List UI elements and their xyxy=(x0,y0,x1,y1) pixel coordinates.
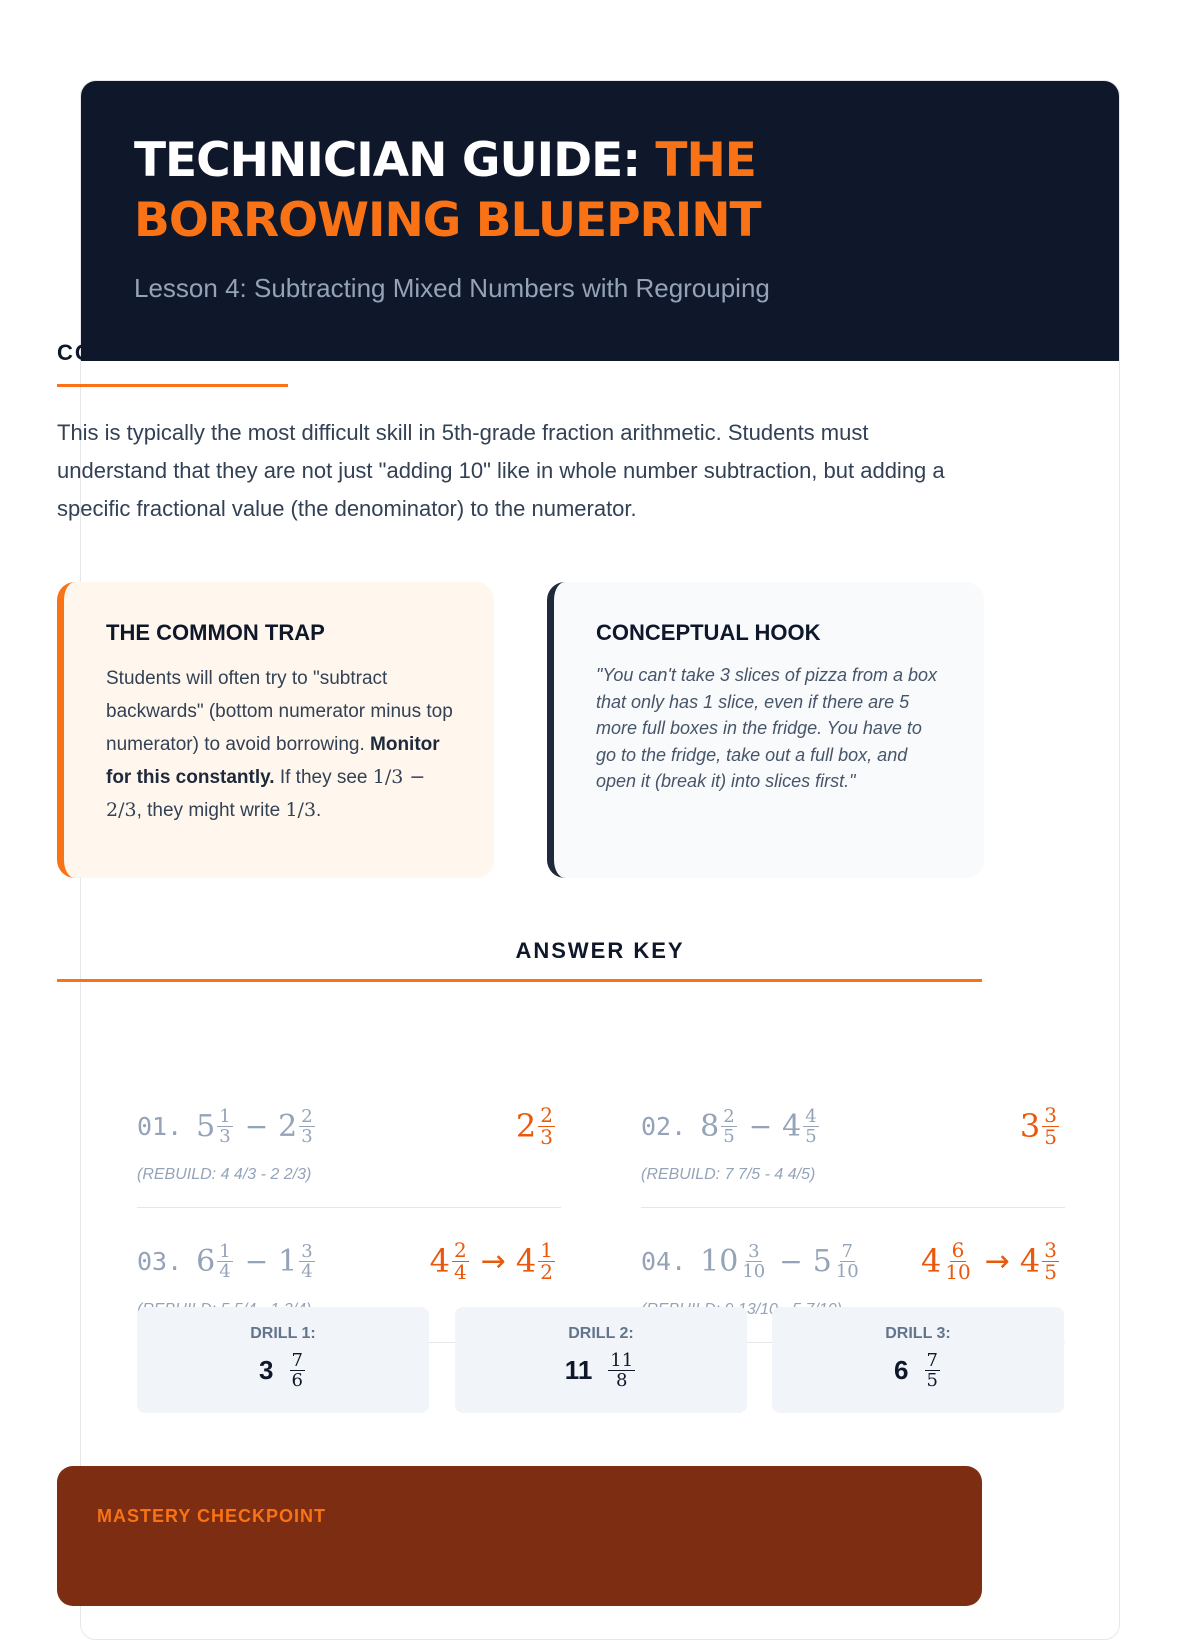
mastery-checkpoint xyxy=(57,1466,982,1606)
drill-label: DRILL 1: xyxy=(250,1325,316,1342)
numerator: 4 xyxy=(805,1105,817,1127)
drill-card-1 xyxy=(137,1307,429,1413)
arrow-right-icon: → xyxy=(984,1243,1010,1279)
fraction xyxy=(608,1351,635,1390)
denominator: 3 xyxy=(301,1125,313,1147)
denominator: 4 xyxy=(454,1259,467,1284)
numerator: 3 xyxy=(748,1240,760,1262)
core-challenge-text: This is typically the most difficult skill in 5th-grade fraction arithmetic. Students must understand that they are not just "adding 10" like in whole number subtraction, but adding a specific fractional value (the denominator) to the numerator. xyxy=(57,420,945,521)
numerator: 1 xyxy=(540,1237,553,1262)
trap-text: , they might write xyxy=(136,800,286,821)
denominator: 10 xyxy=(835,1260,859,1282)
common-trap-body xyxy=(106,662,454,827)
whole-part: 2 xyxy=(515,1107,537,1145)
denominator: 5 xyxy=(723,1125,735,1147)
whole-part: 5 xyxy=(812,1243,832,1279)
problem-expression xyxy=(641,1231,863,1291)
problem-expression xyxy=(137,1096,317,1156)
numerator: 11 xyxy=(610,1350,634,1371)
whole-part: 4 xyxy=(782,1108,802,1144)
whole-part: 6 xyxy=(894,1355,909,1385)
title-main: TECHNICIAN GUIDE: xyxy=(134,133,656,188)
minus-sign: − xyxy=(244,1244,269,1278)
numerator: 2 xyxy=(301,1105,313,1127)
whole-part: 4 xyxy=(920,1242,942,1280)
common-trap-title: THE COMMON TRAP xyxy=(106,620,325,645)
fraction xyxy=(538,1102,555,1149)
whole-part: 2 xyxy=(278,1108,298,1144)
denominator: 2 xyxy=(540,1259,553,1284)
denominator: 3 xyxy=(219,1125,231,1147)
numerator: 6 xyxy=(951,1237,965,1262)
whole-part: 10 xyxy=(700,1243,739,1279)
whole-part: 11 xyxy=(564,1355,593,1385)
trap-text: . xyxy=(316,800,322,821)
numerator: 3 xyxy=(1044,1102,1057,1127)
mastery-checkpoint-label: MASTERY CHECKPOINT xyxy=(97,1506,327,1526)
numerator: 1 xyxy=(219,1105,231,1127)
denominator: 5 xyxy=(1044,1124,1057,1149)
trap-emphasis: Monitor for this constantly. xyxy=(106,734,440,788)
fraction xyxy=(452,1237,469,1284)
problem-number: 02. xyxy=(641,1111,687,1141)
fraction xyxy=(803,1107,818,1146)
trap-math: 1/3 − 2/3 xyxy=(106,766,426,821)
whole-part: 6 xyxy=(196,1243,216,1279)
drill-value xyxy=(772,1351,1064,1390)
denominator: 10 xyxy=(945,1259,971,1284)
numerator: 7 xyxy=(926,1350,938,1371)
minus-sign: − xyxy=(779,1244,803,1278)
drill-label: DRILL 3: xyxy=(885,1325,951,1342)
answer-key-divider xyxy=(57,979,982,982)
fraction xyxy=(217,1242,232,1281)
whole-part: 4 xyxy=(1019,1242,1041,1280)
denominator: 4 xyxy=(301,1260,313,1282)
drill-card-3 xyxy=(772,1307,1064,1413)
problem-answer xyxy=(921,1231,1061,1291)
page-subtitle: Lesson 4: Subtracting Mixed Numbers with Regrouping xyxy=(134,273,770,303)
denominator: 8 xyxy=(616,1370,628,1391)
answer-key-item xyxy=(641,1096,1065,1208)
conceptual-hook-title: CONCEPTUAL HOOK xyxy=(596,620,821,645)
rebuild-note: 13/10 xyxy=(737,1301,778,1318)
title-accent-2: BORROWING BLUEPRINT xyxy=(134,193,761,248)
problem-answer xyxy=(1020,1096,1061,1156)
trap-text: Students will often try to "subtract backwards" (bottom numerator minus top numerator) to avoid borrowing. xyxy=(106,668,453,755)
problem-number: 01. xyxy=(137,1111,183,1141)
whole-part: 1 xyxy=(278,1243,298,1279)
drill-value xyxy=(137,1351,429,1390)
fraction xyxy=(721,1107,736,1146)
fraction xyxy=(943,1237,972,1284)
common-trap-callout xyxy=(57,582,494,878)
denominator: 5 xyxy=(1044,1259,1057,1284)
whole-part: 3 xyxy=(1019,1107,1041,1145)
whole-part: 8 xyxy=(700,1108,720,1144)
numerator: 2 xyxy=(454,1237,467,1262)
numerator: 7 xyxy=(841,1240,853,1262)
conceptual-hook-quote: "You can't take 3 slices of pizza from a box that only has 1 slice, even if there are 5 more full boxes in the fridge. You have to go to the fridge, take out a full box, and open it (break it) into slices first." xyxy=(596,665,937,791)
rebuild-note: (REBUILD: 7 7/5 - 4 4/5) xyxy=(641,1166,816,1183)
problem-number: 04. xyxy=(641,1246,687,1276)
problem-number: 03. xyxy=(137,1246,183,1276)
numerator: 3 xyxy=(1044,1237,1057,1262)
numerator: 3 xyxy=(301,1240,313,1262)
numerator: 2 xyxy=(540,1102,553,1127)
problem-expression xyxy=(137,1231,317,1291)
fraction xyxy=(217,1107,232,1146)
rebuild-note: (REBUILD: 4 4/3 - 2 2/3) xyxy=(137,1166,312,1183)
denominator: 6 xyxy=(291,1370,303,1391)
minus-sign: − xyxy=(748,1109,773,1143)
whole-part: 4 xyxy=(515,1242,537,1280)
drill-card-2 xyxy=(455,1307,747,1413)
minus-sign: − xyxy=(244,1109,269,1143)
core-challenge-title: CORE CHALLENGE xyxy=(57,340,292,365)
denominator: 4 xyxy=(219,1260,231,1282)
answer-key-item xyxy=(137,1096,561,1208)
fraction xyxy=(834,1242,861,1281)
numerator: 2 xyxy=(723,1105,735,1127)
denominator: 5 xyxy=(926,1370,938,1391)
answer-key-title: ANSWER KEY xyxy=(515,938,685,963)
drill-value xyxy=(455,1351,747,1390)
numerator: 1 xyxy=(219,1240,231,1262)
section-underline xyxy=(57,384,288,387)
fraction xyxy=(299,1242,314,1281)
guide-header xyxy=(81,81,1119,361)
problem-answer xyxy=(516,1096,557,1156)
fraction xyxy=(925,1351,940,1390)
fraction xyxy=(290,1351,305,1390)
fraction xyxy=(299,1107,314,1146)
fraction xyxy=(1042,1102,1059,1149)
conceptual-hook-callout xyxy=(547,582,984,878)
denominator: 3 xyxy=(540,1124,553,1149)
denominator: 5 xyxy=(805,1125,817,1147)
problem-answer xyxy=(430,1231,557,1291)
trap-math: 1/3 xyxy=(285,799,317,821)
page-title xyxy=(134,131,1066,251)
trap-text: If they see xyxy=(274,767,373,788)
denominator: 10 xyxy=(742,1260,766,1282)
fraction xyxy=(1042,1237,1059,1284)
title-accent-1: THE xyxy=(655,133,756,188)
whole-part: 3 xyxy=(259,1355,274,1385)
arrow-right-icon: → xyxy=(480,1243,506,1279)
whole-part: 4 xyxy=(429,1242,451,1280)
numerator: 7 xyxy=(291,1350,303,1371)
fraction xyxy=(740,1242,767,1281)
fraction xyxy=(538,1237,555,1284)
problem-expression xyxy=(641,1096,821,1156)
drill-label: DRILL 2: xyxy=(568,1325,634,1342)
whole-part: 5 xyxy=(196,1108,216,1144)
